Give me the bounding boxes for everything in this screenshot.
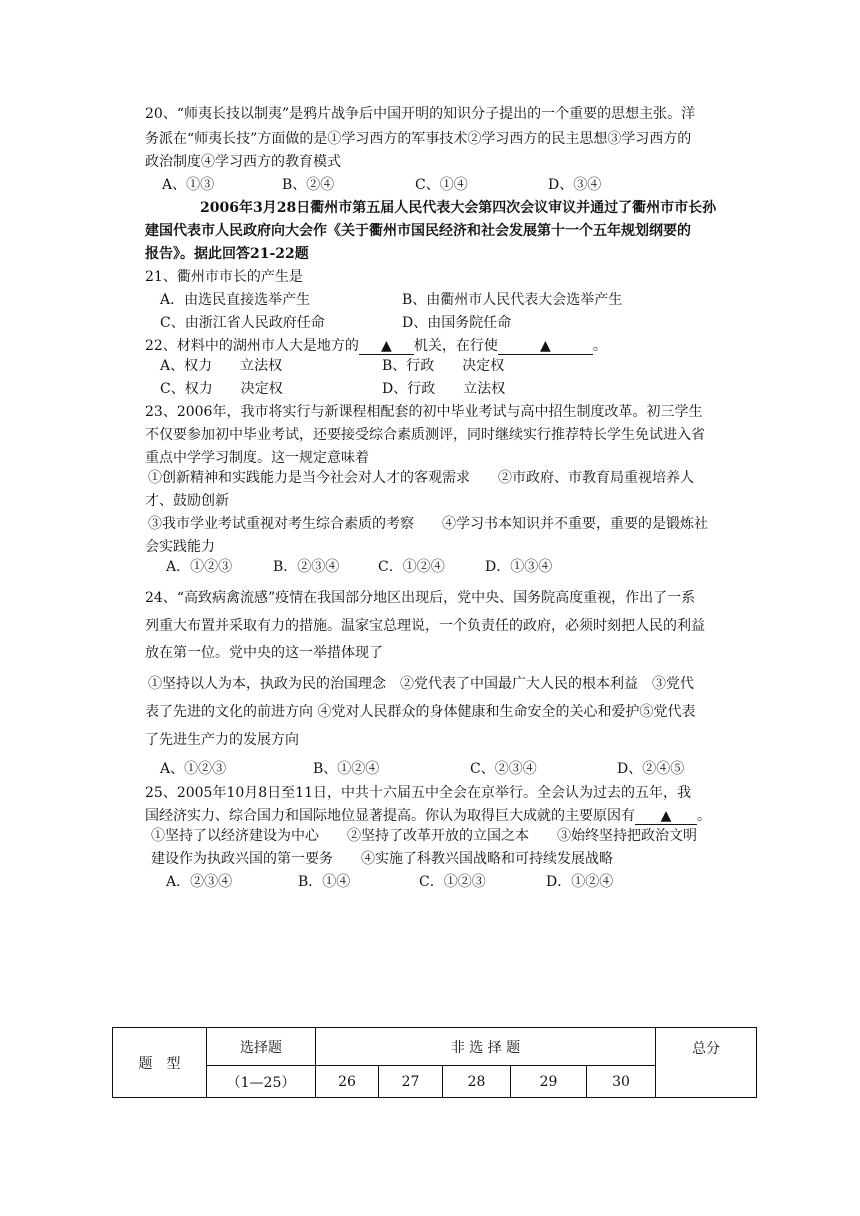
q25-stem-line-1: 25、2005年10月8日至11日，中共十六届五中全会在京举行。全会认为过去的五年，我 [145,785,691,801]
score-table-total-label: 总分 [656,1028,757,1098]
q21-option-b: B、由衢州市人民代表大会选举产生 [402,292,623,308]
q21-option-a: A．由选民直接选举产生 [160,292,311,308]
q25-stem-text: 国经济实力、综合国力和国际地位显著提高。你认为取得巨大成就的主要原因有 [145,808,635,824]
q23-option-a: A．①②③ [166,559,233,575]
q24-item-line-3: 了先进生产力的发展方向 [145,732,299,748]
q22-stem-part-b: 机关，在行使 [413,338,498,354]
q24-stem-line-3: 放在第一位。党中央的这一举措体现了 [145,645,383,661]
q22-blank-2: ▲ [498,338,593,355]
q22-option-a: A、权力 立法权 [160,358,283,374]
q23-option-b: B．②③④ [273,559,340,575]
q21-stem: 21、衢州市市长的产生是 [145,269,303,285]
q23-item-line-4: 会实践能力 [145,539,215,555]
q25-option-b: B．①④ [298,874,351,890]
q24-stem-line-1: 24、“高致病禽流感”疫情在我国部分地区出现后，党中央、国务院高度重视，作出了一系 [145,590,696,606]
q25-stem-line-2 [145,806,711,826]
q24-item-line-2: 表了先进的文化的前进方向 ④党对人民群众的身体健康和生命安全的关心和爱护⑤党代表 [145,704,696,720]
q24-option-c: C、②③④ [470,761,537,777]
q21-option-c: C、由浙江省人民政府任命 [160,315,325,331]
score-table [112,1027,757,1098]
q23-stem-line-2: 不仅要参加初中毕业考试，还要接受综合素质测评，同时继续实行推荐特长学生免试进入省 [145,427,705,443]
q23-stem-line-3: 重点中学学习制度。这一规定意味着 [145,450,369,466]
q22-stem-part-a: 22、材料中的湖州市人大是地方的 [145,338,359,354]
q20-option-c: C、①④ [415,177,468,193]
q25-blank: ▲ [635,808,697,825]
q23-stem-line-1: 23、2006年，我市将实行与新课程相配套的初中毕业考试与高中招生制度改革。初三学生 [145,404,703,420]
q23-option-c: C．①②④ [378,559,445,575]
q22-option-b: B、行政 决定权 [382,358,505,374]
q23-item-line-1: ①创新精神和实践能力是当今社会对人才的客观需求 ②市政府、市教育局重视培养人 [148,470,694,486]
q24-option-a: A、①②③ [160,761,227,777]
q20-stem-line-1: 20、“师夷长技以制夷”是鸦片战争后中国开明的知识分子提出的一个重要的思想主张。洋 [145,106,696,122]
q22-stem-part-c: 。 [592,338,607,354]
q22-option-d: D、行政 立法权 [382,381,506,397]
q22-option-c: C、权力 决定权 [160,381,283,397]
q23-item-line-2: 才、鼓励创新 [145,493,229,509]
q20-stem-line-2: 务派在“师夷长技”方面做的是①学习西方的军事技术②学习西方的民主思想③学习西方的 [145,131,692,147]
q24-option-d: D、②④⑤ [617,761,685,777]
q22-stem [145,336,607,356]
q23-option-d: D．①③④ [485,559,553,575]
q20-stem-line-3: 政治制度④学习西方的教育模式 [145,154,341,170]
score-table-col-29: 29 [511,1066,587,1098]
q24-option-b: B、①②④ [313,761,380,777]
score-table-choice-range: （1—25） [207,1066,316,1098]
material-line-2: 建国代表市人民政府向大会作《关于衢州市国民经济和社会发展第十一个五年规划纲要的 [145,223,691,239]
q25-option-d: D．①②④ [546,874,614,890]
material-line-3: 报告》。据此回答21-22题 [145,246,309,262]
q23-item-line-3: ③我市学业考试重视对考生综合素质的考察 ④学习书本知识并不重要，重要的是锻炼社 [148,516,708,532]
q22-blank-1: ▲ [359,338,414,355]
q25-item-line-2: 建设作为执政兴国的第一要务 ④实施了科教兴国战略和可持续发展战略 [151,851,613,867]
q20-option-d: D、③④ [548,177,602,193]
material-line-1: 2006年3月28日衢州市第五届人民代表大会第四次会议审议并通过了衢州市市长孙 [200,200,717,216]
q25-item-line-1: ①坚持了以经济建设为中心 ②坚持了改革开放的立国之本 ③始终坚持把政治文明 [151,828,697,844]
q24-item-line-1: ①坚持以人为本，执政为民的治国理念 ②党代表了中国最广大人民的根本利益 ③党代 [148,676,694,692]
q24-stem-line-2: 列重大布置并采取有力的措施。温家宝总理说，一个负责任的政府，必须时刻把人民的利益 [145,618,705,634]
q25-stem-end: 。 [697,808,711,824]
score-table-choice-label: 选择题 [207,1028,316,1066]
score-table-type-label: 题 型 [113,1028,207,1098]
score-table-col-27: 27 [379,1066,443,1098]
q21-option-d: D、由国务院任命 [402,315,512,331]
score-table-col-30: 30 [587,1066,656,1098]
q25-option-c: C．①②③ [419,874,486,890]
q20-option-b: B、②④ [282,177,335,193]
q20-option-a: A、①③ [162,177,215,193]
score-table-col-28: 28 [443,1066,511,1098]
score-table-nonchoice-label: 非 选 择 题 [316,1028,656,1066]
score-table-col-26: 26 [316,1066,379,1098]
q25-option-a: A．②③④ [166,874,233,890]
